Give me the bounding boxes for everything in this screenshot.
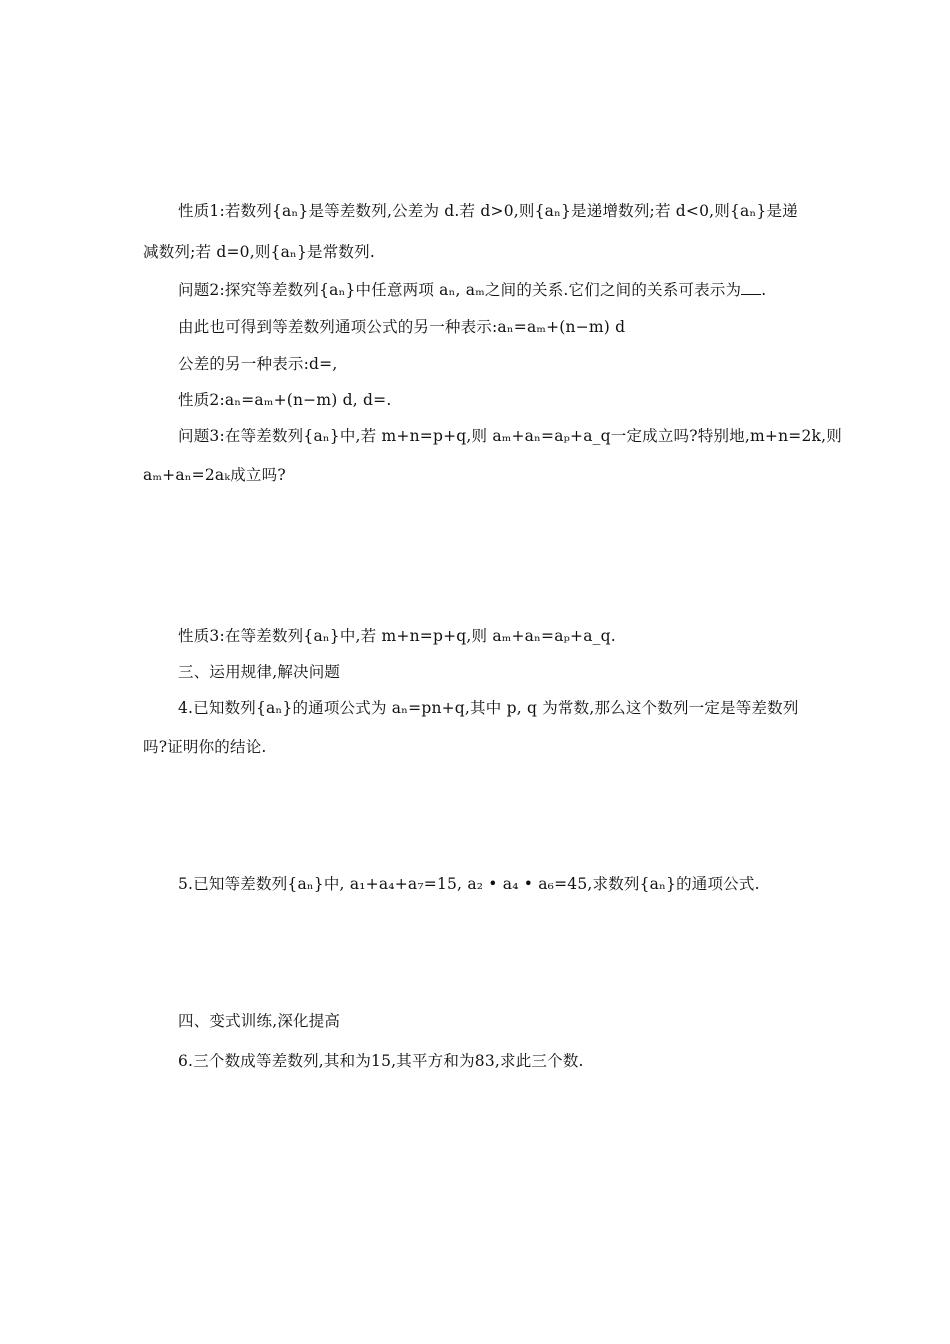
question-3-line-2: aₘ+aₙ=2aₖ成立吗? xyxy=(143,466,286,484)
section-4-heading: 四、变式训练,深化提高 xyxy=(178,1012,341,1030)
question-2-text: 问题2:探究等差数列{aₙ}中任意两项 aₙ, aₘ之间的关系.它们之间的关系可表示为 xyxy=(178,281,742,299)
exercise-6: 6.三个数成等差数列,其和为15,其平方和为83,求此三个数. xyxy=(178,1052,584,1070)
exercise-5: 5.已知等差数列{aₙ}中, a₁+a₄+a₇=15, a₂ • a₄ • a₆=45,求数列{aₙ}的通项公式. xyxy=(178,875,760,893)
common-difference-line: 公差的另一种表示:d=, xyxy=(178,355,338,373)
property-1-line-2: 减数列;若 d=0,则{aₙ}是常数列. xyxy=(143,243,375,261)
question-2-end: . xyxy=(761,281,767,299)
property-2: 性质2:aₙ=aₘ+(n−m) d, d=. xyxy=(178,391,392,409)
question-2 xyxy=(178,280,766,300)
exercise-4-line-2: 吗?证明你的结论. xyxy=(143,738,267,756)
section-3-heading: 三、运用规律,解决问题 xyxy=(178,663,341,681)
exercise-4-line-1: 4.已知数列{aₙ}的通项公式为 aₙ=pn+q,其中 p, q 为常数,那么这个数列一定是等差数列 xyxy=(178,699,799,717)
property-3: 性质3:在等差数列{aₙ}中,若 m+n=p+q,则 aₘ+aₙ=aₚ+a_q. xyxy=(178,627,616,645)
answer-blank xyxy=(741,280,761,295)
question-3-line-1: 问题3:在等差数列{aₙ}中,若 m+n=p+q,则 aₘ+aₙ=aₚ+a_q一定成立吗?特别地,m+n=2k,则 xyxy=(178,427,842,445)
property-1-line-1: 性质1:若数列{aₙ}是等差数列,公差为 d.若 d>0,则{aₙ}是递增数列;若 d<0,则{aₙ}是递 xyxy=(178,202,798,220)
general-formula-line: 由此也可得到等差数列通项公式的另一种表示:aₙ=aₘ+(n−m) d xyxy=(178,318,626,336)
